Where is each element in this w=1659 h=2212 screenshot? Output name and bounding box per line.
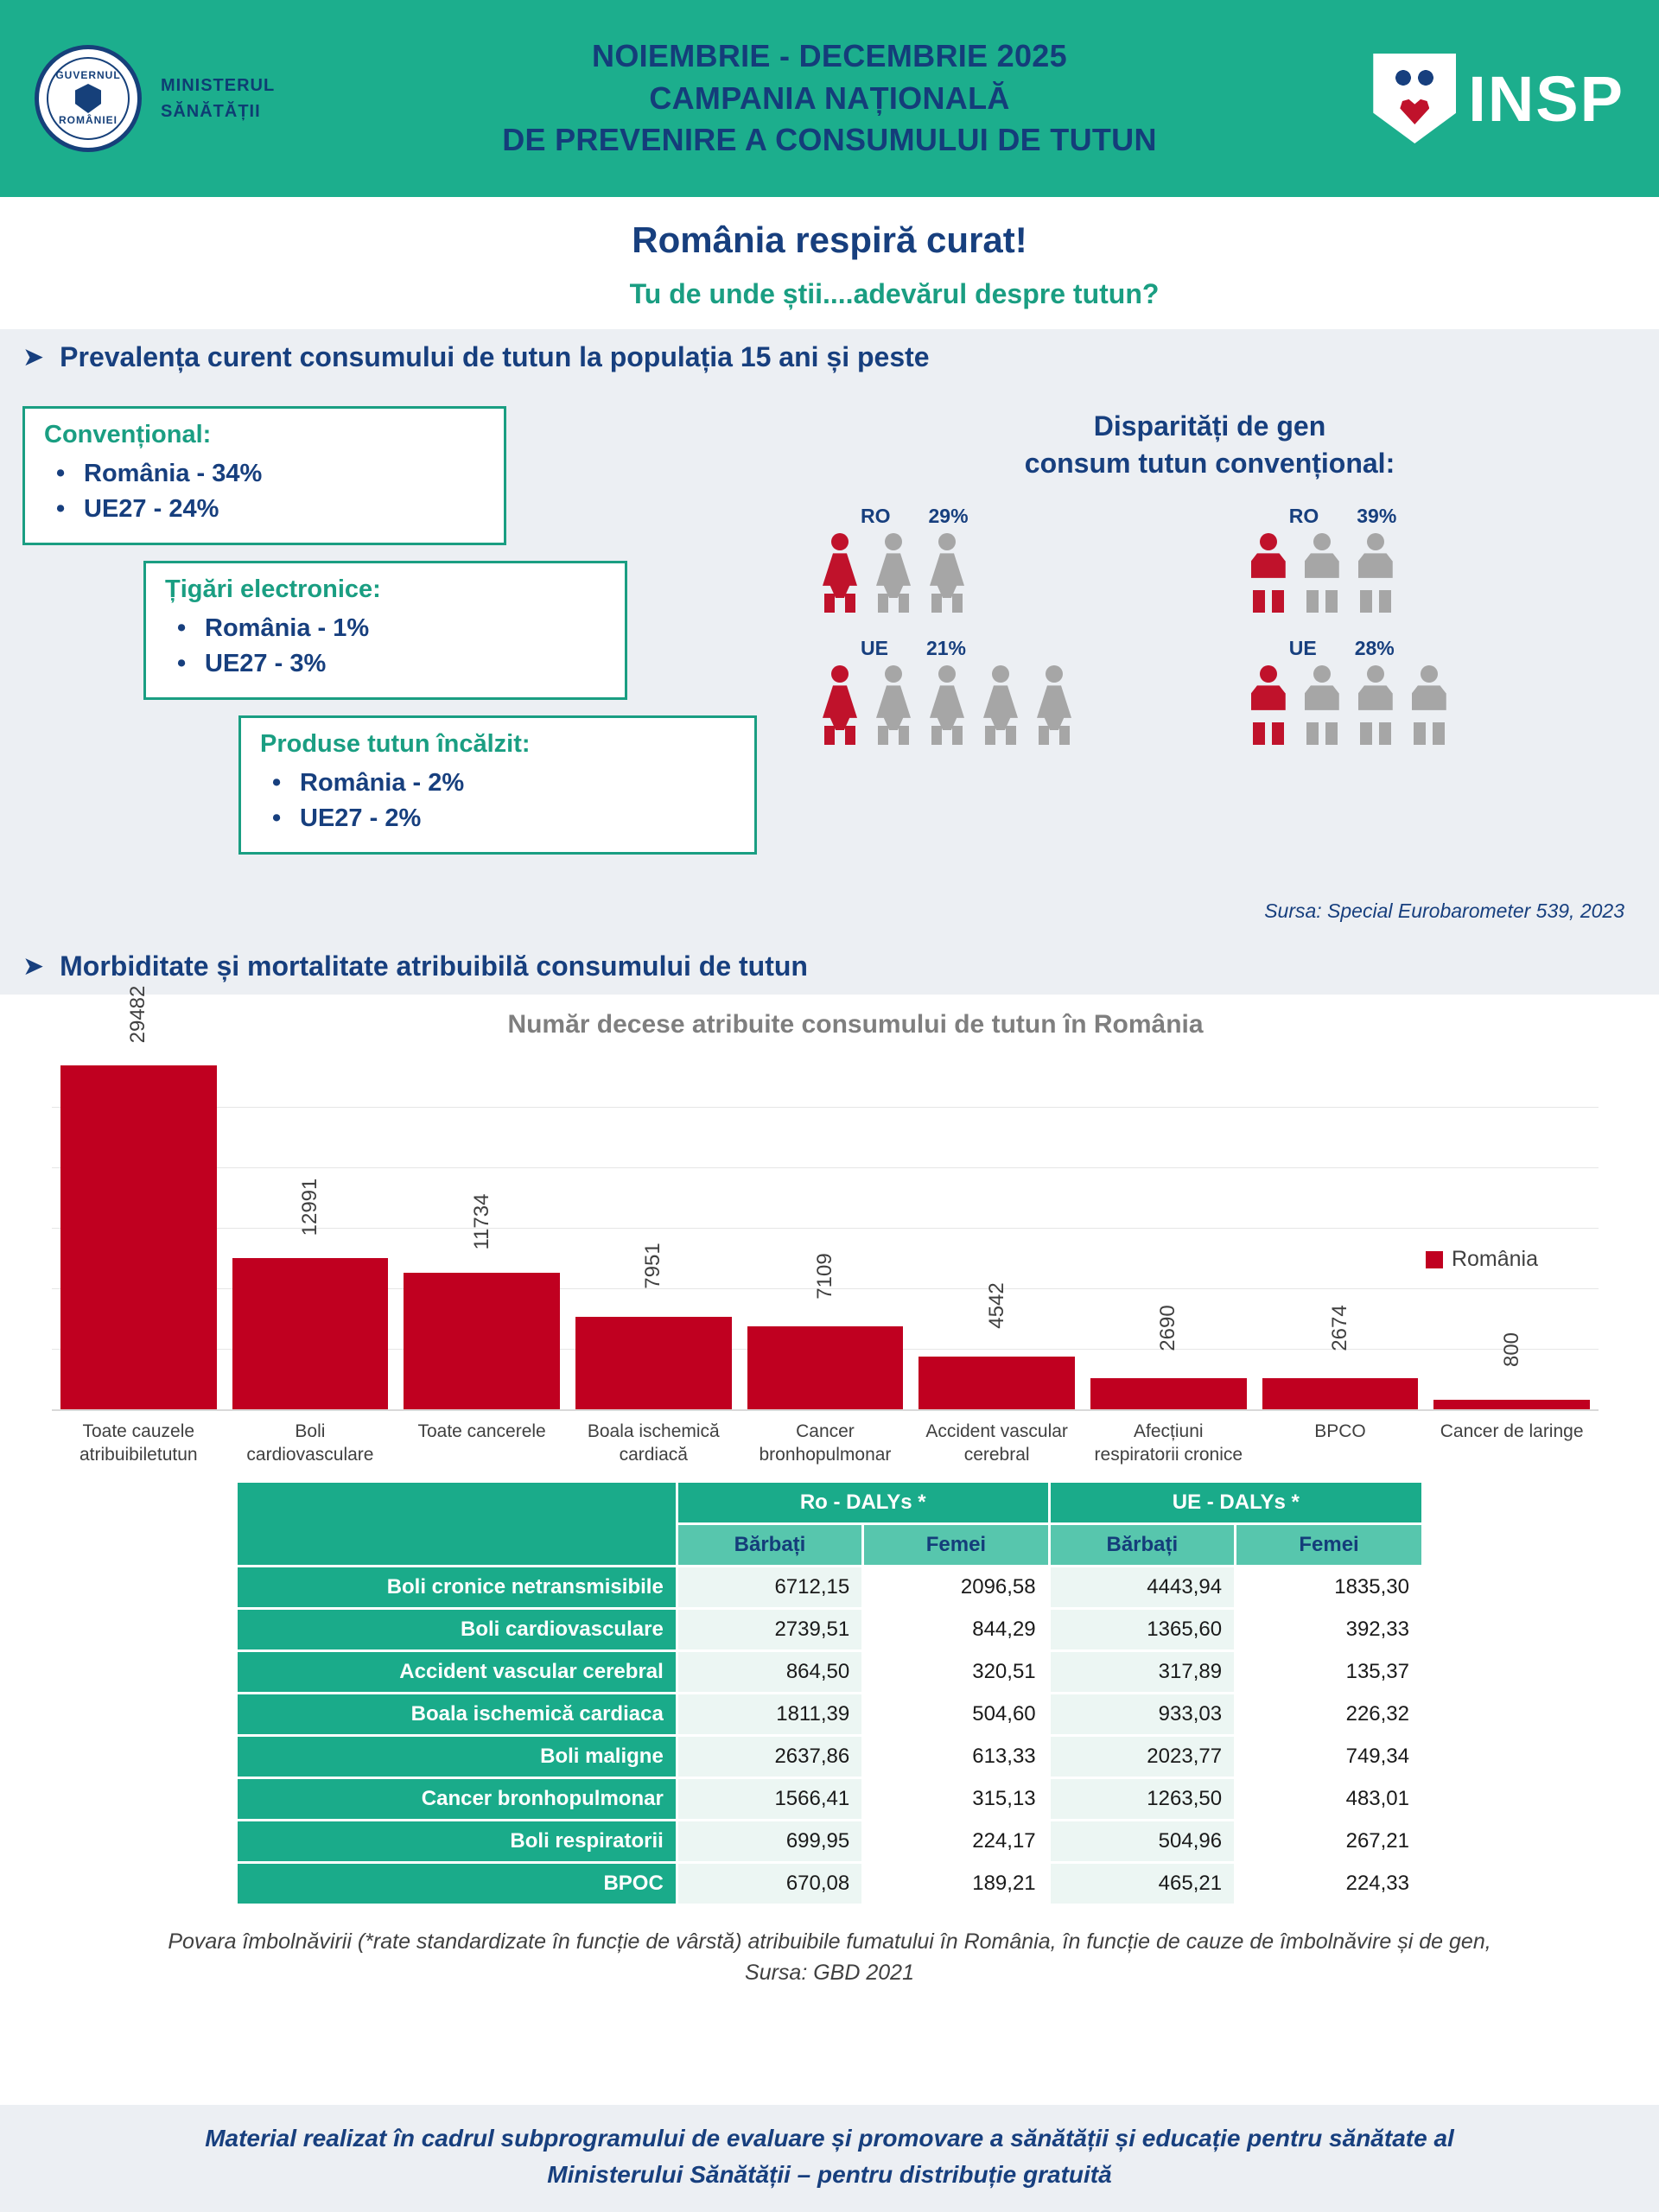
table-cell: 226,32 — [1236, 1693, 1421, 1735]
table-row-label: Boala ischemică cardiaca — [238, 1693, 677, 1735]
fact-box-conventional-list — [44, 456, 485, 527]
x-axis-label: Boli cardiovasculare — [246, 1421, 374, 1465]
fact-box-heated-tobacco-list — [260, 766, 735, 836]
person-icon-female-filled — [817, 665, 862, 745]
table-cell: 1365,60 — [1049, 1608, 1235, 1650]
men-ro-row — [1246, 505, 1611, 613]
deaths-bar-chart — [0, 985, 1659, 1467]
women-ro-figures — [817, 533, 1182, 613]
table-row — [238, 1820, 1421, 1862]
sub-header-ue-men: Bărbați — [1049, 1523, 1235, 1566]
table-row — [238, 1650, 1421, 1693]
bar-value-label: 2674 — [1327, 1305, 1351, 1351]
page-subtitle: Tu de unde știi....adevărul despre tutun? — [629, 278, 1160, 309]
table-cell: 483,01 — [1236, 1777, 1421, 1820]
person-icon-male-filled — [1246, 533, 1291, 613]
campaign-title-line-3: DE PREVENIRE A CONSUMULUI DE TUTUN — [502, 122, 1157, 158]
table-cell: 1566,41 — [677, 1777, 862, 1820]
section-1-body — [0, 385, 1659, 938]
person-icon-male — [1407, 665, 1452, 745]
table-cell: 2096,58 — [863, 1566, 1049, 1608]
percent-value: 29% — [928, 505, 969, 528]
section-2-heading — [0, 938, 1659, 995]
heart-icon — [1400, 99, 1429, 124]
table-row-label: Boli cronice netransmisibile — [238, 1566, 677, 1608]
list-item: • România - 34% — [44, 456, 485, 492]
gender-disparity-title — [783, 408, 1637, 482]
table-corner-cell — [238, 1483, 677, 1524]
bar-column — [1262, 1048, 1419, 1409]
x-axis-label: Toate cancerele — [417, 1421, 546, 1441]
ministry-line-1: MINISTERUL — [161, 76, 276, 95]
table-cell: 670,08 — [677, 1862, 862, 1904]
footer-line-1: Material realizat în cadrul subprogramului de evaluare și promovare a sănătății și educație pentru sănătate al — [205, 2125, 1454, 2152]
insp-logo-icon — [1373, 54, 1456, 143]
table-cell: 699,95 — [677, 1820, 862, 1862]
list-item: • UE27 - 3% — [165, 646, 606, 682]
table-cell: 1811,39 — [677, 1693, 862, 1735]
table-cell: 465,21 — [1049, 1862, 1235, 1904]
table-row-label: Boli maligne — [238, 1735, 677, 1777]
group-header-ro: Ro - DALYs * — [677, 1483, 1049, 1524]
x-axis-label: Accident vascular cerebral — [925, 1421, 1068, 1465]
table-row — [238, 1693, 1421, 1735]
region-label: UE — [861, 637, 888, 660]
sub-header-ro-women: Femei — [863, 1523, 1049, 1566]
bar-value-label: 2690 — [1156, 1304, 1180, 1351]
arrow-right-icon: ➤ — [22, 342, 45, 372]
table-cell: 267,21 — [1236, 1820, 1421, 1862]
seal-bottom-text: ROMÂNIEI — [59, 114, 118, 126]
person-icon-male — [1300, 665, 1344, 745]
prevalence-boxes — [22, 394, 783, 919]
region-label: UE — [1288, 637, 1317, 660]
arrow-right-icon: ➤ — [22, 951, 45, 981]
region-label: RO — [861, 505, 891, 528]
bar-column — [918, 1048, 1075, 1409]
men-ue-labels — [1246, 637, 1611, 660]
bar-value-label: 7109 — [812, 1252, 836, 1300]
person-icon-female — [925, 665, 969, 745]
chart-x-axis-labels — [52, 1420, 1599, 1467]
fact-box-ecigarettes — [143, 561, 627, 700]
table-row-label: Boli cardiovasculare — [238, 1608, 677, 1650]
table-cell: 933,03 — [1049, 1693, 1235, 1735]
table-cell: 504,96 — [1049, 1820, 1235, 1862]
percent-value: 21% — [925, 637, 966, 660]
bar-value-label: 7951 — [641, 1243, 665, 1289]
table-row-label: Accident vascular cerebral — [238, 1650, 677, 1693]
person-icon-female — [871, 665, 916, 745]
bar-value-label: 4542 — [984, 1282, 1008, 1330]
page-header — [0, 0, 1659, 197]
table-cell: 224,17 — [863, 1820, 1049, 1862]
table-row-label: Boli respiratorii — [238, 1820, 677, 1862]
list-item: • România - 1% — [165, 611, 606, 646]
legend-label: România — [1451, 1247, 1538, 1271]
group-header-ue: UE - DALYs * — [1049, 1483, 1421, 1524]
table-cell: 504,60 — [863, 1693, 1049, 1735]
table-cell: 392,33 — [1236, 1608, 1421, 1650]
percent-value: 39% — [1357, 505, 1397, 528]
person-icon-female — [978, 665, 1023, 745]
ministry-label — [161, 73, 275, 124]
table-row — [238, 1608, 1421, 1650]
table-row — [238, 1566, 1421, 1608]
table-cell: 224,33 — [1236, 1862, 1421, 1904]
chart-title: Număr decese atribuite consumului de tutun în România — [507, 1010, 1204, 1039]
fact-box-ecigarettes-list — [165, 611, 606, 682]
gender-pictograms — [783, 505, 1637, 769]
bar-value-label: 11734 — [469, 1193, 493, 1250]
dalys-table-head — [238, 1483, 1421, 1567]
table-cell: 135,37 — [1236, 1650, 1421, 1693]
table-cell: 749,34 — [1236, 1735, 1421, 1777]
campaign-title-line-1: NOIEMBRIE - DECEMBRIE 2025 — [592, 38, 1067, 74]
women-ue-figures — [817, 665, 1182, 745]
person-icon-female — [1032, 665, 1077, 745]
section-2-title: Morbiditate și mortalitate atribuibilă consumului de tutun — [60, 950, 808, 982]
dalys-table-wrap — [0, 1467, 1659, 1904]
campaign-title-line-2: CAMPANIA NAȚIONALĂ — [649, 79, 1010, 116]
women-column — [817, 505, 1182, 769]
fact-box-conventional — [22, 406, 506, 545]
bar-value-label: 12991 — [297, 1178, 321, 1236]
bar — [60, 1065, 217, 1409]
table-cell: 6712,15 — [677, 1566, 862, 1608]
page-title: România respiră curat! — [632, 219, 1027, 260]
person-icon-male-filled — [1246, 665, 1291, 745]
person-icon-male — [1300, 533, 1344, 613]
dalys-table-body — [238, 1566, 1421, 1904]
list-item: • România - 2% — [260, 766, 735, 801]
x-axis-label: BPCO — [1314, 1421, 1366, 1441]
table-corner-cell-2 — [238, 1523, 677, 1566]
gender-title-line-1: Disparități de gen — [1093, 410, 1326, 442]
footer-line-2: Ministerului Sănătății – pentru distribuție gratuită — [547, 2161, 1112, 2188]
fact-box-ecigarettes-title: Țigări electronice: — [165, 575, 381, 603]
table-row-label: BPOC — [238, 1862, 677, 1904]
men-ro-labels — [1246, 505, 1611, 528]
bar-column — [60, 985, 217, 1409]
table-cell: 320,51 — [863, 1650, 1049, 1693]
bar — [1262, 1378, 1419, 1409]
person-icon-male — [1353, 533, 1398, 613]
bar — [575, 1317, 732, 1409]
legend-swatch-icon — [1426, 1251, 1443, 1268]
x-axis-label: Afecțiuni respiratorii cronice — [1094, 1421, 1243, 1465]
sub-header-ro-men: Bărbați — [677, 1523, 862, 1566]
person-icon-female — [871, 533, 916, 613]
header-left — [35, 45, 406, 152]
table-cell: 1835,30 — [1236, 1566, 1421, 1608]
men-ue-row — [1246, 637, 1611, 745]
campaign-title — [406, 35, 1253, 162]
table-cell: 1263,50 — [1049, 1777, 1235, 1820]
table-cell: 844,29 — [863, 1608, 1049, 1650]
x-axis-label: Cancer de laringe — [1440, 1421, 1584, 1441]
bar — [1433, 1400, 1590, 1409]
chart-legend — [1426, 1247, 1538, 1272]
table-cell: 4443,94 — [1049, 1566, 1235, 1608]
bar-column — [575, 1048, 732, 1409]
gender-disparity-panel — [783, 394, 1637, 922]
section-1-title: Prevalența curent consumului de tutun la populația 15 ani și peste — [60, 341, 930, 372]
government-seal-icon — [35, 45, 142, 152]
section-2-body — [0, 985, 1659, 2004]
men-column — [1246, 505, 1611, 769]
ministry-line-2: SĂNĂTĂȚII — [161, 102, 261, 121]
list-item: • UE27 - 24% — [44, 492, 485, 527]
bar-column — [404, 1048, 560, 1409]
table-row — [238, 1777, 1421, 1820]
table-row-label: Cancer bronhopulmonar — [238, 1777, 677, 1820]
seal-top-text: GUVERNUL — [55, 69, 121, 82]
table-cell: 2023,77 — [1049, 1735, 1235, 1777]
women-ro-row — [817, 505, 1182, 613]
women-ue-row — [817, 637, 1182, 745]
women-ro-labels — [817, 505, 1182, 528]
women-ue-labels — [817, 637, 1182, 660]
bar-column — [747, 1048, 904, 1409]
seal-crest-icon — [75, 84, 101, 113]
person-icon-female — [925, 533, 969, 613]
bar — [918, 1357, 1075, 1409]
table-cell: 2637,86 — [677, 1735, 862, 1777]
table-row — [238, 1862, 1421, 1904]
men-ue-figures — [1246, 665, 1611, 745]
sub-header-ue-women: Femei — [1236, 1523, 1421, 1566]
person-icon-female-filled — [817, 533, 862, 613]
fact-box-conventional-title: Convențional: — [44, 421, 212, 448]
bar-value-label: 800 — [1499, 1332, 1523, 1368]
table-cell: 315,13 — [863, 1777, 1049, 1820]
dalys-table — [238, 1483, 1421, 1904]
x-axis-label: Boala ischemică cardiacă — [587, 1421, 720, 1465]
gender-title-line-2: consum tutun convențional: — [1024, 448, 1395, 480]
table-cell: 2739,51 — [677, 1608, 862, 1650]
table-source-note: Povara îmbolnăvirii (*rate standardizate în funcție de vârstă) atribuibile fumatului în România, în funcție de cauze de îmbolnăvire și de gen, Sursa: GBD 2021 — [168, 1929, 1491, 1985]
table-sub-header-row — [238, 1523, 1421, 1566]
table-cell: 613,33 — [863, 1735, 1049, 1777]
table-row — [238, 1735, 1421, 1777]
bar-column — [1433, 1048, 1590, 1409]
fact-box-heated-tobacco — [238, 715, 757, 855]
page-footer — [0, 2105, 1659, 2212]
table-cell: 864,50 — [677, 1650, 862, 1693]
bar-column — [232, 1048, 389, 1409]
title-block — [0, 197, 1659, 329]
bar — [747, 1326, 904, 1409]
table-group-header-row — [238, 1483, 1421, 1524]
percent-value: 28% — [1354, 637, 1395, 660]
list-item: • UE27 - 2% — [260, 801, 735, 836]
bar — [404, 1273, 560, 1409]
bar-column — [1090, 1048, 1247, 1409]
bar — [1090, 1378, 1247, 1409]
bar-value-label: 29482 — [126, 985, 150, 1043]
region-label: RO — [1288, 505, 1319, 528]
fact-box-heated-tobacco-title: Produse tutun încălzit: — [260, 730, 531, 758]
bar — [232, 1258, 389, 1409]
table-cell: 317,89 — [1049, 1650, 1235, 1693]
section-1-heading — [0, 329, 1659, 385]
table-cell: 189,21 — [863, 1862, 1049, 1904]
source-note-eurobarometer: Sursa: Special Eurobarometer 539, 2023 — [1264, 899, 1624, 922]
person-icon-male — [1353, 665, 1398, 745]
x-axis-label: Toate cauzele atribuibiletutun — [79, 1421, 198, 1465]
insp-wordmark: INSP — [1468, 62, 1624, 135]
men-ro-figures — [1246, 533, 1611, 613]
header-right — [1253, 54, 1624, 143]
x-axis-label: Cancer bronhopulmonar — [759, 1421, 892, 1465]
